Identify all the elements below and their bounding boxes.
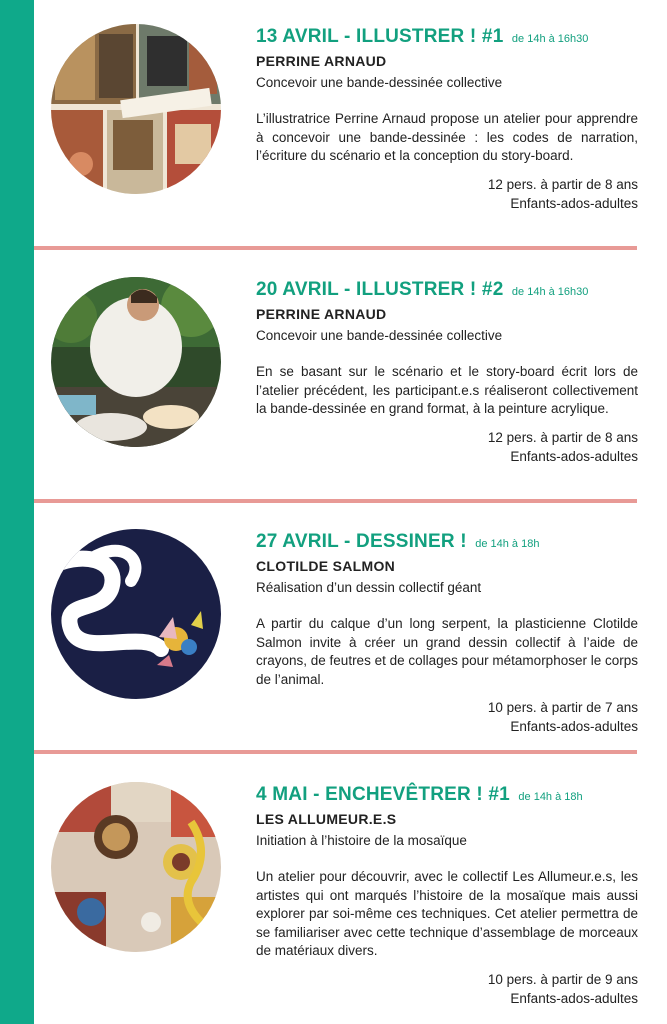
mosaic-photo	[51, 782, 221, 952]
event-description: En se basant sur le scénario et le story-board écrit lors de l’atelier précédent, les participant.e.s réaliseront collectivement la bande-dessinée en grand format, à la peinture acrylique.	[256, 364, 638, 416]
event-subtitle: Concevoir une bande-dessinée collective	[256, 75, 503, 90]
event-subtitle: Concevoir une bande-dessinée collective	[256, 328, 503, 343]
event-artist: CLOTILDE SALMON	[256, 558, 396, 574]
event-card	[34, 529, 667, 751]
event-capacity: 12 pers. à partir de 8 ans	[487, 176, 638, 192]
event-subtitle: Réalisation d’un dessin collectif géant	[256, 580, 482, 595]
event-title: 20 AVRIL - ILLUSTRER ! #2	[256, 279, 504, 300]
event-capacity: 10 pers. à partir de 9 ans	[487, 971, 638, 987]
event-audience: Enfants-ados-adultes	[510, 990, 638, 1006]
section-divider	[34, 499, 637, 503]
event-card	[34, 277, 667, 499]
event-capacity: 10 pers. à partir de 7 ans	[487, 700, 638, 715]
event-artist: PERRINE ARNAUD	[256, 306, 387, 322]
event-title: 13 AVRIL - ILLUSTRER ! #1	[256, 26, 504, 47]
comic-image	[51, 24, 221, 194]
event-title: 27 AVRIL - DESSINER !	[256, 531, 467, 552]
event-hours: de 14h à 16h30	[511, 286, 589, 298]
section-divider	[34, 246, 637, 250]
event-title: 4 MAI - ENCHEVÊTRER ! #1	[256, 784, 510, 805]
event-artist: LES ALLUMEUR.E.S	[256, 811, 397, 827]
event-hours: de 14h à 18h	[518, 791, 583, 803]
event-hours: de 14h à 16h30	[511, 33, 589, 45]
event-description: Un atelier pour découvrir, avec le collectif Les Allumeur.e.s, les artistes qui ont marqués l’histoire de la mosaïque mais aussi explorer par soi-même ces techniques. Cet atelier permettra de se familiariser avec cette technique d’assemblage de morceaux de matériaux divers.	[256, 869, 638, 958]
event-description: A partir du calque d’un long serpent, la plasticienne Clotilde Salmon invite à créer un grand dessin collectif à l’aide de crayons, de feutres et de collages pour métamorphoser le corps de l’animal.	[256, 616, 638, 687]
accent-sidebar	[0, 0, 34, 1024]
event-audience: Enfants-ados-adultes	[510, 448, 638, 464]
section-divider	[34, 750, 637, 754]
painting-photo	[51, 277, 221, 447]
event-capacity: 12 pers. à partir de 8 ans	[487, 429, 638, 445]
event-audience: Enfants-ados-adultes	[510, 195, 638, 211]
event-audience: Enfants-ados-adultes	[510, 719, 638, 734]
event-description: L’illustratrice Perrine Arnaud propose un atelier pour apprendre à concevoir une bande-dessinée : les codes de narration, l’écriture du scénario et la conception du story-board.	[256, 111, 638, 163]
event-subtitle: Initiation à l’histoire de la mosaïque	[256, 833, 467, 848]
event-hours: de 14h à 18h	[475, 538, 540, 550]
event-artist: PERRINE ARNAUD	[256, 53, 387, 69]
event-card	[34, 782, 667, 1004]
serpent-drawing	[51, 529, 221, 699]
event-card	[34, 24, 667, 246]
